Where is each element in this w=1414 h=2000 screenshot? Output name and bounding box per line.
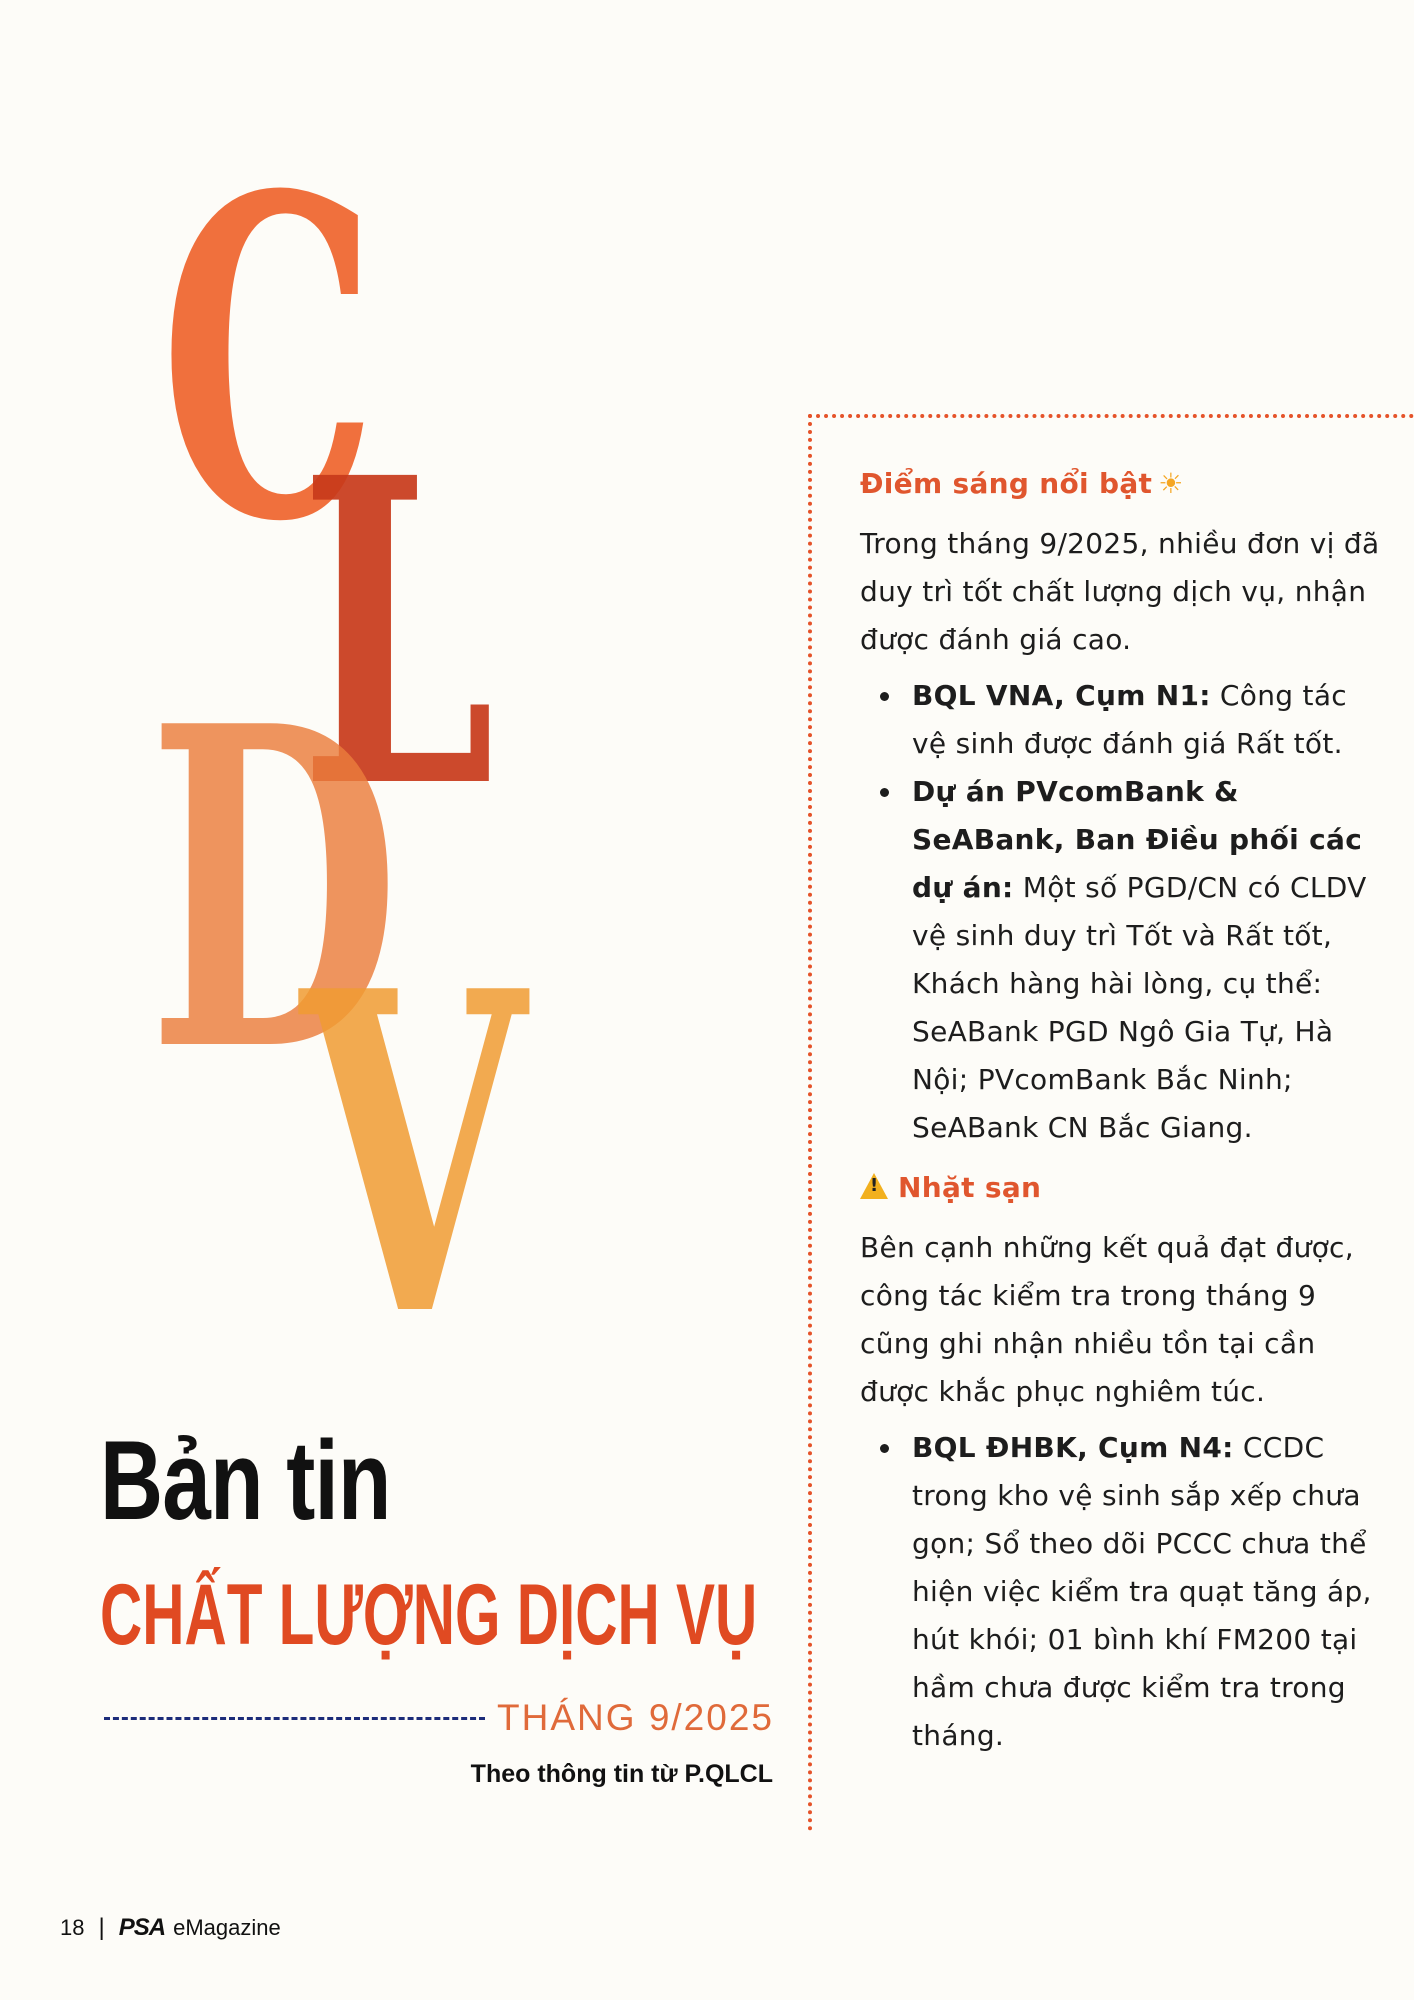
page-subtitle: CHẤT LƯỢNG DỊCH VỤ <box>100 1567 758 1663</box>
list-item-text: Một số PGD/CN có CLDV vệ sinh duy trì Tốt và Rất tốt, Khách hàng hài lòng, cụ thể: SeABank PGD Ngô Gia Tự, Hà Nội; PVcomBank Bắc Ninh; SeABank CN Bắc Giang. <box>912 871 1367 1144</box>
issues-heading <box>860 1164 1380 1212</box>
frame-border-left <box>808 414 812 1832</box>
sun-icon: ☀ <box>1158 467 1184 500</box>
list-item-label: BQL VNA, Cụm N1: <box>912 679 1211 712</box>
magazine-label: eMagazine <box>173 1915 281 1940</box>
highlights-list <box>860 672 1380 1152</box>
brand-logo: PSA <box>118 1914 166 1941</box>
highlights-intro: Trong tháng 9/2025, nhiều đơn vị đã duy trì tốt chất lượng dịch vụ, nhận được đánh giá cao. <box>860 527 1380 656</box>
page-footer <box>60 1914 281 1942</box>
footer-separator: | <box>98 1914 105 1941</box>
content-column <box>860 460 1380 1772</box>
decor-letter-d: D <box>148 631 400 1148</box>
decor-letter-l: L <box>300 388 495 881</box>
source-credit: Theo thông tin từ P.QLCL <box>470 1760 773 1788</box>
month-row <box>104 1697 774 1739</box>
decor-letter-c: C <box>160 101 378 618</box>
issues-heading-text: Nhặt sạn <box>898 1171 1042 1204</box>
list-item-label: BQL ĐHBK, Cụm N4: <box>912 1431 1234 1464</box>
issues-intro: Bên cạnh những kết quả đạt được, công tác kiểm tra trong tháng 9 cũng ghi nhận nhiều tồn tại cần được khắc phục nghiêm túc. <box>860 1231 1354 1408</box>
dashed-divider <box>104 1717 485 1720</box>
list-item-text: Công tác vệ sinh được đánh giá Rất tốt. <box>912 679 1347 760</box>
issues-list <box>860 1424 1380 1760</box>
highlights-heading-text: Điểm sáng nổi bật <box>860 467 1153 500</box>
warning-icon <box>860 1173 888 1199</box>
list-item <box>860 1424 1380 1760</box>
decor-letter-v: V <box>300 896 526 1413</box>
list-item <box>860 672 1380 768</box>
highlights-heading <box>860 460 1380 508</box>
issue-month: THÁNG 9/2025 <box>497 1697 774 1738</box>
page-title: Bản tin <box>100 1418 391 1543</box>
page-number: 18 <box>60 1915 85 1940</box>
frame-border-top <box>808 414 1414 418</box>
list-item-text: CCDC trong kho vệ sinh sắp xếp chưa gọn; Sổ theo dõi PCCC chưa thể hiện việc kiểm tra quạt tăng áp, hút khói; 01 bình khí FM200 tại hầm chưa được kiểm tra trong tháng. <box>912 1431 1372 1752</box>
list-item <box>860 768 1380 1152</box>
list-item-label: Dự án PVcomBank & SeABank, Ban Điều phối các dự án: <box>912 775 1363 904</box>
